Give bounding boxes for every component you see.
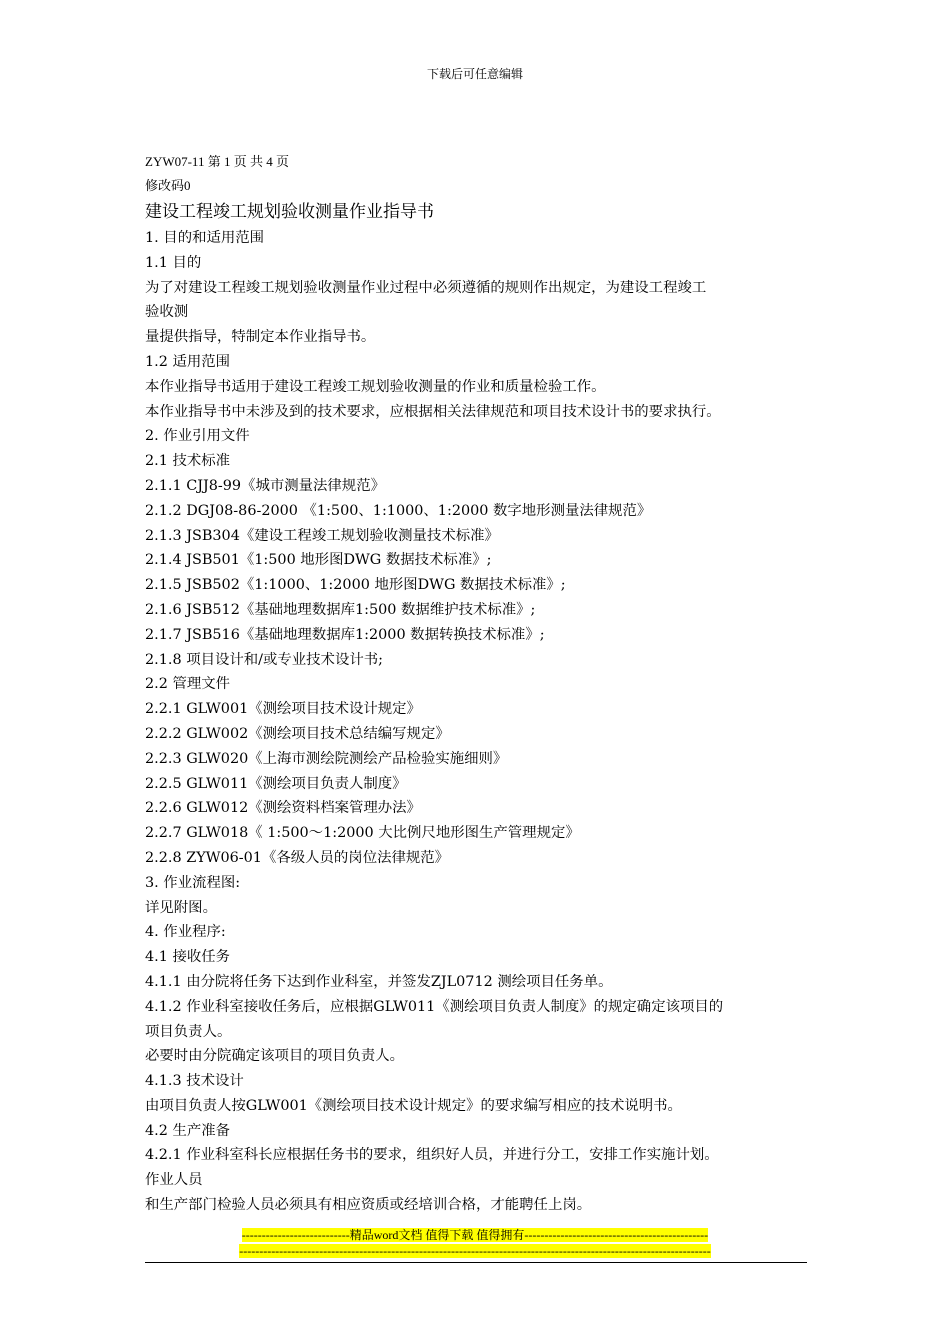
content-line: 为了对建设工程竣工规划验收测量作业过程中必须遵循的规则作出规定，为建设工程竣工 xyxy=(145,279,707,296)
content-line: 1.2 适用范围 xyxy=(145,353,231,370)
footer-dash-text: ---------------------------------------------------------------------------------------------------------------------- xyxy=(239,1244,711,1258)
footer-dash-line xyxy=(0,1244,950,1259)
content-line: 2.1.5 JSB502《1:1000、1:2000 地形图DWG 数据技术标准》; xyxy=(145,577,566,594)
content-line: 2.1.8 项目设计和/或专业技术设计书; xyxy=(145,651,383,668)
footer-rule xyxy=(145,1262,807,1263)
content-line: 本作业指导书中未涉及到的技术要求，应根据相关法律规范和项目技术设计书的要求执行。 xyxy=(145,403,721,420)
content-line: 1. 目的和适用范围 xyxy=(145,230,265,246)
content-line: 4.2 生产准备 xyxy=(145,1122,231,1139)
content-line: 1.1 目的 xyxy=(145,254,202,271)
content-line: 2.1.6 JSB512《基础地理数据库1:500 数据维护技术标准》; xyxy=(145,601,536,618)
content-line: 作业人员 xyxy=(145,1172,203,1189)
content-line: 项目负责人。 xyxy=(145,1023,232,1040)
content-line: 详见附图。 xyxy=(145,899,217,916)
content-line: 本作业指导书适用于建设工程竣工规划验收测量的作业和质量检验工作。 xyxy=(145,378,606,395)
content-line: 和生产部门检验人员必须具有相应资质或经培训合格，才能聘任上岗。 xyxy=(145,1197,592,1214)
content-line: 2.1 技术标准 xyxy=(145,453,231,470)
content-line: 2. 作业引用文件 xyxy=(145,428,250,445)
document-code: ZYW07-11 第 1 页 共 4 页 xyxy=(145,154,289,169)
content-line: 2.2.8 ZYW06-01《各级人员的岗位法律规范》 xyxy=(145,849,450,866)
content-line: 4.1.1 由分院将任务下达到作业科室，并签发ZJL0712 测绘项目任务单。 xyxy=(145,973,613,990)
revision-code: 修改码0 xyxy=(145,178,191,193)
content-line: 4.1.2 作业科室接收任务后，应根据GLW011《测绘项目负责人制度》的规定确定该项目的 xyxy=(145,998,724,1015)
content-line: 2.1.3 JSB304《建设工程竣工规划验收测量技术标准》 xyxy=(145,527,499,544)
content-line: 验收测 xyxy=(145,304,189,321)
content-line: 2.2.6 GLW012《测绘资料档案管理办法》 xyxy=(145,800,421,817)
content-line: 4.2.1 作业科室科长应根据任务书的要求，组织好人员，并进行分工，安排工作实施计划。 xyxy=(145,1147,719,1164)
content-line: 4.1 接收任务 xyxy=(145,949,231,966)
footer-banner xyxy=(0,1228,950,1243)
content-line: 2.2.3 GLW020《上海市测绘院测绘产品检验实施细则》 xyxy=(145,750,508,767)
content-line: 量提供指导，特制定本作业指导书。 xyxy=(145,329,376,346)
content-line: 2.1.2 DGJ08-86-2000 《1:500、1:1000、1:2000 数字地形测量法律规范》 xyxy=(145,502,652,519)
content-line: 2.2.2 GLW002《测绘项目技术总结编写规定》 xyxy=(145,725,450,742)
footer-banner-text: ---------------------------精品word文档 值得下载 值得拥有---------------------------------------------- xyxy=(241,1228,709,1242)
document-body xyxy=(145,150,807,1218)
content-line: 2.2.5 GLW011《测绘项目负责人制度》 xyxy=(145,775,407,792)
page-header: 下载后可任意编辑 xyxy=(426,67,523,81)
document-title: 建设工程竣工规划验收测量作业指导书 xyxy=(145,202,434,222)
content-line: 2.1.4 JSB501《1:500 地形图DWG 数据技术标准》; xyxy=(145,552,492,569)
content-line: 2.2 管理文件 xyxy=(145,676,231,693)
content-line: 必要时由分院确定该项目的项目负责人。 xyxy=(145,1048,405,1065)
content-line: 2.1.1 CJJ8-99《城市测量法律规范》 xyxy=(145,477,385,494)
content-line: 由项目负责人按GLW001《测绘项目技术设计规定》的要求编写相应的技术说明书。 xyxy=(145,1097,682,1114)
content-line: 3. 作业流程图: xyxy=(145,874,241,891)
content-line: 2.2.1 GLW001《测绘项目技术设计规定》 xyxy=(145,701,421,718)
content-line: 4. 作业程序: xyxy=(145,924,226,941)
content-line: 2.2.7 GLW018《 1:500～1:2000 大比例尺地形图生产管理规定》 xyxy=(145,825,580,842)
content-line: 4.1.3 技术设计 xyxy=(145,1073,244,1090)
content-line: 2.1.7 JSB516《基础地理数据库1:2000 数据转换技术标准》; xyxy=(145,626,545,643)
content-lines xyxy=(145,226,807,1218)
